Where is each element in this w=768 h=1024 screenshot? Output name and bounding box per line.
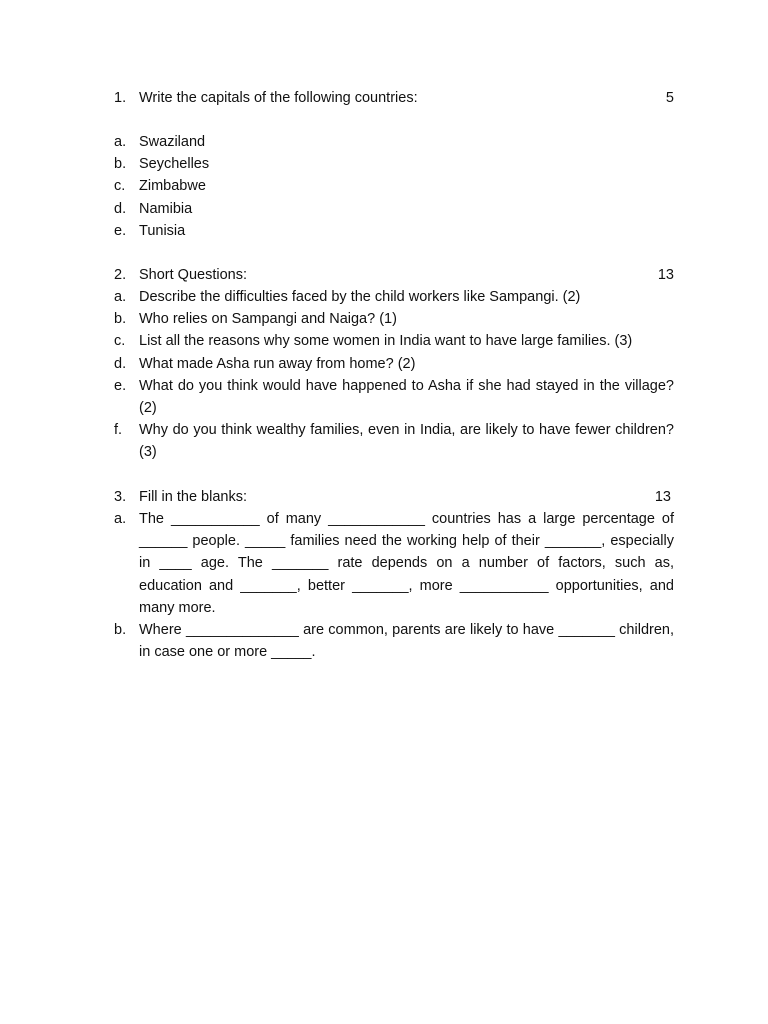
list-item <box>114 353 674 375</box>
question-1-list <box>114 131 674 242</box>
item-text: Describe the difficulties faced by the child workers like Sampangi. (2) <box>139 289 581 305</box>
item-letter: a. <box>114 134 127 150</box>
item-letter: c. <box>114 333 126 350</box>
item-text: List all the reasons why some women in India want to have large families. (3) <box>139 333 633 350</box>
list-item <box>114 308 674 330</box>
question-3-header <box>114 486 674 508</box>
item-text: Seychelles <box>139 156 210 173</box>
list-item <box>114 153 674 175</box>
item-letter: a. <box>114 289 127 305</box>
question-3-list <box>114 508 674 663</box>
question-title: Fill in the blanks: <box>139 489 247 505</box>
list-item <box>114 508 674 619</box>
item-text: Tunisia <box>139 222 186 239</box>
list-item <box>114 419 674 463</box>
item-text: What made Asha run away from home? (2) <box>139 355 416 372</box>
list-item <box>114 619 674 663</box>
item-text: Where ______________ are common, parents are likely to have _______ children, in case one or more _____. <box>139 622 674 661</box>
question-number: 2. <box>114 267 127 283</box>
item-letter: b. <box>114 311 127 328</box>
question-2 <box>114 264 674 464</box>
item-text: What do you think would have happened to Asha if she had stayed in the village? (2) <box>139 377 674 417</box>
list-item <box>114 330 674 352</box>
item-text: Who relies on Sampangi and Naiga? (1) <box>139 311 397 328</box>
item-letter: f. <box>114 422 123 439</box>
list-item <box>114 220 674 242</box>
question-number: 3. <box>114 489 127 505</box>
list-item <box>114 198 674 220</box>
list-item <box>114 375 674 419</box>
item-letter: a. <box>114 511 127 527</box>
question-number: 1. <box>114 90 127 106</box>
list-item <box>114 175 674 197</box>
item-text: Why do you think wealthy families, even in India, are likely to have fewer children? (3) <box>139 422 674 461</box>
list-item <box>114 131 674 153</box>
item-text: The ___________ of many ____________ countries has a large percentage of ______ people. _____ families need the working help of their _______, especially in ____ age. The _______ rate depends on a number of factors, such as, education and _______, better _______, more ___________ opportunities, and many more. <box>139 511 674 616</box>
item-letter: b. <box>114 622 127 639</box>
item-text: Namibia <box>139 200 193 217</box>
item-letter: e. <box>114 222 127 239</box>
list-item <box>114 286 674 308</box>
question-3 <box>114 486 674 663</box>
item-letter: e. <box>114 377 127 394</box>
item-text: Swaziland <box>139 134 206 150</box>
question-1 <box>114 87 674 242</box>
question-1-header <box>114 87 674 109</box>
question-title: Short Questions: <box>139 267 247 283</box>
question-marks: 13 <box>654 489 671 505</box>
question-marks: 5 <box>665 90 674 106</box>
item-letter: d. <box>114 200 127 217</box>
item-letter: d. <box>114 355 127 372</box>
question-2-list <box>114 286 674 464</box>
question-2-header <box>114 264 674 286</box>
question-marks: 13 <box>657 267 674 283</box>
item-letter: c. <box>114 178 126 195</box>
item-letter: b. <box>114 156 127 173</box>
question-title: Write the capitals of the following countries: <box>139 90 418 106</box>
item-text: Zimbabwe <box>139 178 206 195</box>
